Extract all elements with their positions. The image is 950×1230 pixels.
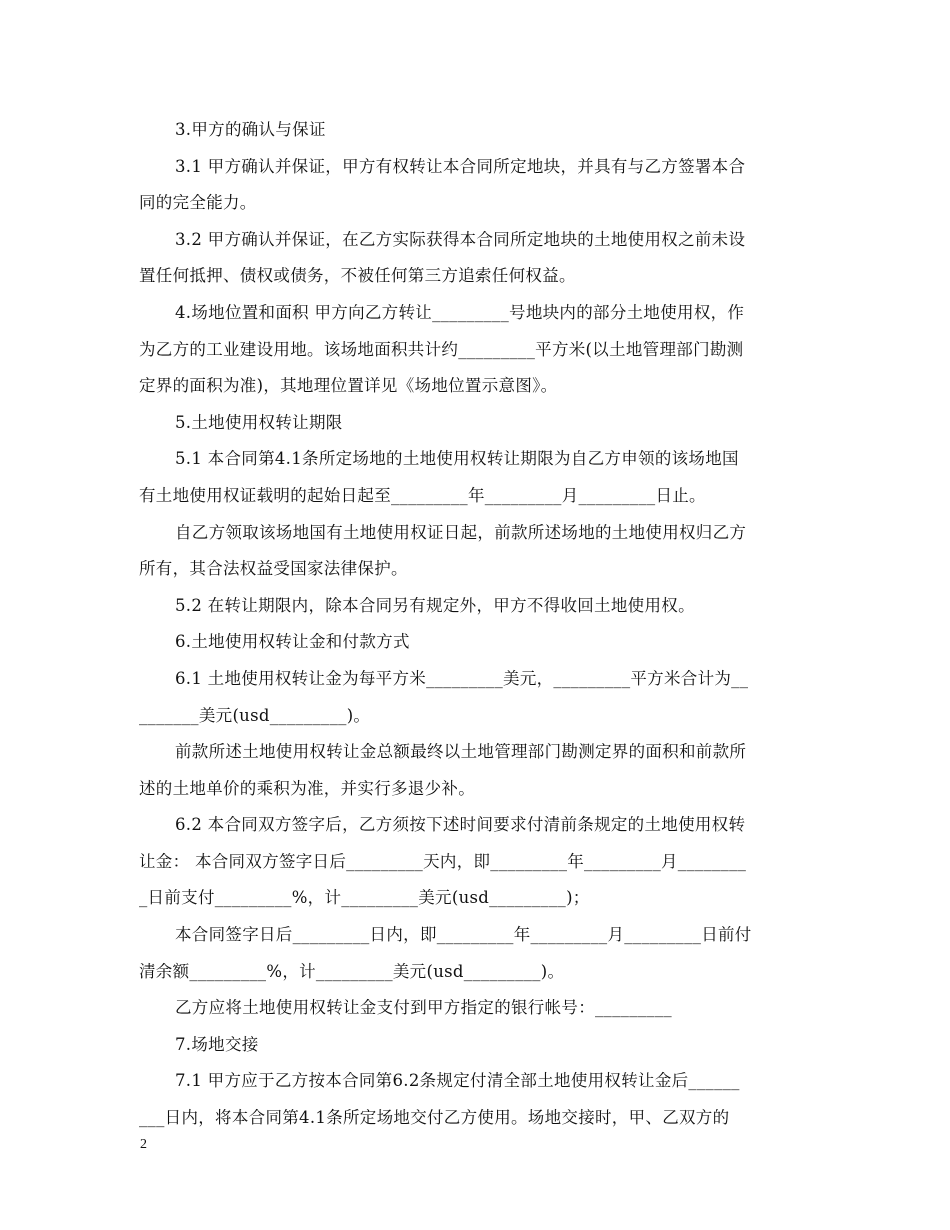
text-line: 3.甲方的确认与保证 — [175, 120, 326, 139]
text-line: 3.1 甲方确认并保证，甲方有权转让本合同所定地块，并具有与乙方签署本合 — [175, 156, 746, 176]
page-number: 2 — [140, 1137, 147, 1152]
text-line: 6.1 土地使用权转让金为每平方米_________美元，_________平方米合计为__ — [175, 668, 749, 688]
text-line: 前款所述土地使用权转让金总额最终以土地管理部门勘测定界的面积和前款所 — [175, 742, 747, 762]
text-line: _日前支付_________%，计_________美元(usd_________)； — [139, 888, 590, 908]
text-line: 定界的面积为准)，其地理位置详见《场地位置示意图》。 — [139, 376, 558, 396]
text-line: _______美元(usd_________)。 — [139, 705, 371, 725]
text-line: 6.2 本合同双方签字后，乙方须按下述时间要求付清前条规定的土地使用权转 — [175, 815, 746, 835]
text-line: 同的完全能力。 — [139, 193, 257, 213]
text-line: 4.场地位置和面积 甲方向乙方转让_________号地块内的部分土地使用权，作 — [175, 302, 745, 322]
text-line: 自乙方领取该场地国有土地使用权证日起，前款所述场地的土地使用权归乙方 — [175, 522, 747, 542]
text-line: 所有，其合法权益受国家法律保护。 — [139, 559, 408, 579]
contract-body — [139, 112, 815, 1137]
text-line: 本合同签字日后_________日内，即_________年_________月_________日前付 — [175, 925, 752, 945]
text-line: 7.1 甲方应于乙方按本合同第6.2条规定付清全部土地使用权转让金后______ — [175, 1071, 740, 1091]
text-line: 6.土地使用权转让金和付款方式 — [175, 632, 410, 652]
text-line: 乙方应将土地使用权转让金支付到甲方指定的银行帐号：_________ — [175, 998, 672, 1018]
text-line: 5.1 本合同第4.1条所定场地的土地使用权转让期限为自乙方申领的该场地国 — [175, 449, 739, 469]
text-line: 清余额_________%，计_________美元(usd_________)。 — [139, 961, 565, 981]
text-line: 为乙方的工业建设用地。该场地面积共计约_________平方米(以土地管理部门勘测 — [139, 339, 744, 359]
text-line: 置任何抵押、债权或债务，不被任何第三方追索任何权益。 — [139, 266, 576, 286]
text-line: 7.场地交接 — [175, 1034, 259, 1054]
text-line: ___日内，将本合同第4.1条所定场地交付乙方使用。场地交接时，甲、乙双方的 — [139, 1108, 730, 1128]
text-line: 5.土地使用权转让期限 — [175, 412, 343, 432]
text-line: 有土地使用权证载明的起始日起至_________年_________月_________日止。 — [139, 485, 706, 505]
text-line: 述的土地单价的乘积为准，并实行多退少补。 — [139, 778, 475, 798]
text-line: 让金： 本合同双方签字日后_________天内，即_________年_________月________ — [139, 851, 747, 871]
text-line: 5.2 在转让期限内，除本合同另有规定外，甲方不得收回土地使用权。 — [175, 595, 695, 615]
text-line: 3.2 甲方确认并保证，在乙方实际获得本合同所定地块的土地使用权之前未设 — [175, 229, 746, 249]
